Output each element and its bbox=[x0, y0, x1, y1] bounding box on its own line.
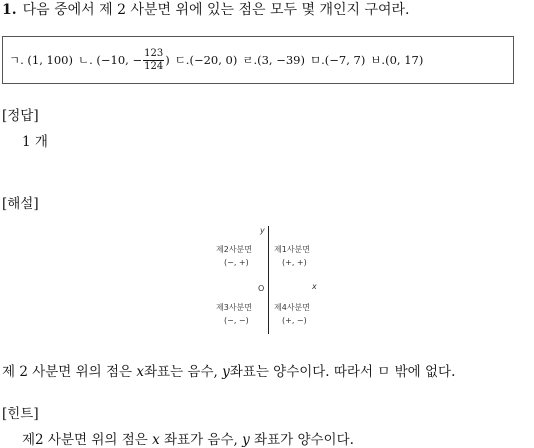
fraction-numerator: 123 bbox=[144, 47, 164, 59]
choice-value: (3, −39) bbox=[257, 53, 305, 67]
choice-label: ㄹ. bbox=[242, 53, 258, 67]
answer-heading: [정답] bbox=[2, 108, 39, 124]
choice-value-prefix: (−10, − bbox=[96, 53, 143, 67]
hint-text bbox=[22, 428, 354, 448]
quadrant-2-sign: (−, +) bbox=[224, 258, 249, 267]
choice-value: (−20, 0) bbox=[189, 53, 238, 67]
explanation-part2: 좌표는 음수, bbox=[144, 364, 223, 380]
origin-label: O bbox=[258, 284, 265, 293]
choice-6 bbox=[370, 52, 423, 68]
choice-label: ㄴ. bbox=[77, 53, 93, 67]
solution-explanation bbox=[2, 360, 455, 380]
question-text: 다음 중에서 제 2 사분면 위에 있는 점은 모두 몇 개인지 구여라. bbox=[22, 2, 410, 18]
quadrant-diagram bbox=[212, 226, 324, 338]
hint-part3: 좌표가 양수이다. bbox=[249, 432, 354, 448]
choice-1 bbox=[9, 52, 73, 68]
choice-value: (−7, 7) bbox=[324, 53, 366, 67]
fraction bbox=[143, 48, 164, 73]
choice-2 bbox=[78, 48, 170, 73]
y-variable: y bbox=[242, 432, 250, 448]
choice-5 bbox=[310, 52, 365, 68]
question bbox=[2, 0, 410, 20]
quadrant-3-label: 제3사분면 bbox=[216, 303, 253, 312]
y-axis-line bbox=[268, 226, 269, 334]
explanation-part1: 제 2 사분면 위의 점은 bbox=[2, 364, 137, 380]
explanation-part3: 좌표는 양수이다. 따라서 ㅁ 밖에 없다. bbox=[229, 364, 456, 380]
quadrant-1-sign: (+, +) bbox=[282, 258, 307, 267]
x-axis-label: x bbox=[312, 282, 317, 291]
choice-label: ㄷ. bbox=[174, 53, 190, 67]
y-axis-label: y bbox=[260, 226, 265, 235]
solution-heading: [해설] bbox=[2, 196, 39, 212]
quadrant-4-label: 제4사분면 bbox=[274, 303, 311, 312]
choice-value: (1, 100) bbox=[27, 53, 73, 67]
choice-label: ㅁ. bbox=[309, 53, 325, 67]
choice-value-suffix: ) bbox=[165, 53, 170, 67]
question-number: 1. bbox=[2, 2, 17, 18]
choice-label: ㄱ. bbox=[9, 53, 24, 67]
choice-4 bbox=[242, 52, 305, 68]
hint-part1: 제2 사분면 위의 점은 bbox=[22, 432, 153, 448]
x-variable: x bbox=[136, 364, 144, 380]
choice-value: (0, 17) bbox=[385, 53, 424, 67]
hint-heading: [힌트] bbox=[2, 406, 39, 422]
choices-box bbox=[2, 36, 514, 84]
hint-part2: 좌표가 음수, bbox=[159, 432, 243, 448]
x-variable: x bbox=[152, 432, 160, 448]
y-variable: y bbox=[222, 364, 230, 380]
quadrant-1-label: 제1사분면 bbox=[274, 245, 311, 254]
quadrant-3-sign: (−, −) bbox=[224, 316, 249, 325]
quadrant-2-label: 제2사분면 bbox=[216, 245, 253, 254]
fraction-denominator: 124 bbox=[144, 60, 164, 72]
choices-row bbox=[9, 37, 428, 83]
answer-text: 1 개 bbox=[22, 134, 48, 150]
quadrant-4-sign: (+, −) bbox=[282, 316, 307, 325]
choice-label: ㅂ. bbox=[370, 53, 386, 67]
choice-3 bbox=[175, 52, 238, 68]
